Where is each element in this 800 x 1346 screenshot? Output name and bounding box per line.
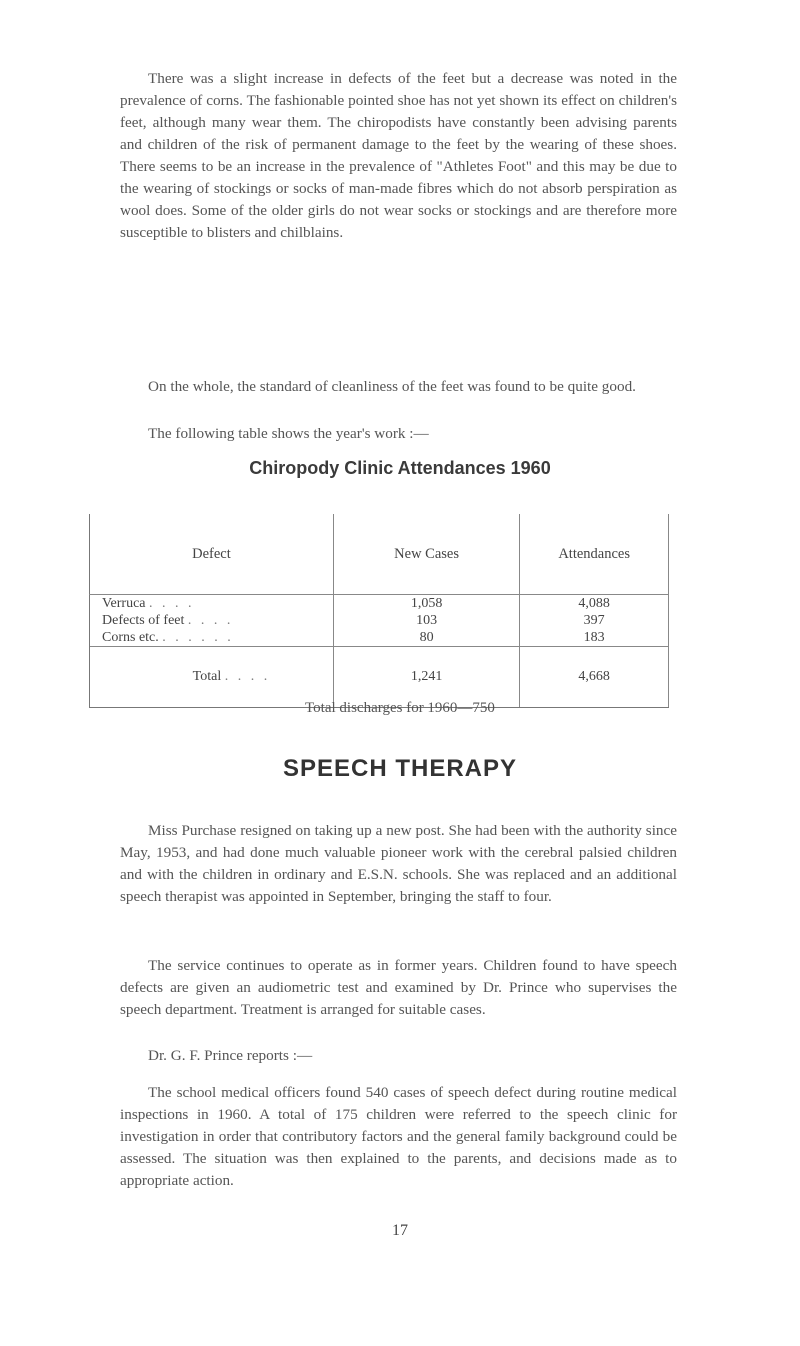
table-total-row — [90, 647, 669, 708]
header-attendances: Attendances — [520, 514, 669, 595]
report-paragraph: The school medical officers found 540 cases of speech defect during routine medical inspections in 1960. A total of 175 children were referred to the speech clinic for investigation in order that contributory factors and the general family background could be assessed. The situation was then explained to the parents, and decisions made as to appropriate action. — [120, 1084, 677, 1189]
chiropody-table — [89, 514, 669, 708]
table-row — [90, 595, 669, 613]
report-intro: Dr. G. F. Prince reports :— — [148, 1047, 313, 1064]
row-new-cases: 1,058 — [333, 595, 519, 613]
row-new-cases: 80 — [333, 629, 519, 647]
header-defect: Defect — [90, 514, 334, 595]
section-heading: SPEECH THERAPY — [282, 755, 518, 782]
total-attendances: 4,668 — [520, 647, 669, 708]
row-attendances: 4,088 — [520, 595, 669, 613]
speech-paragraph-1: Miss Purchase resigned on taking up a new post. She had been with the authority since May, 1953, and had done much valuable pioneer work with the cerebral palsied children and with the children in ordinary and E.S.N. schools. She was replaced and an additional speech therapist was appointed in September, bringing the staff to four. — [120, 822, 677, 905]
total-label: Total — [192, 669, 222, 684]
table-header-row — [90, 514, 669, 595]
leader-dots: . . . . . . — [162, 630, 234, 645]
leader-dots: . . . . — [149, 596, 195, 611]
speech-paragraph-2: The service continues to operate as in former years. Children found to have speech defects are given an audiometric test and examined by Dr. Prince who supervises the speech department. Treatment is arranged for suitable cases. — [120, 957, 677, 1018]
row-attendances: 397 — [520, 612, 669, 629]
leader-dots: . . . . — [187, 613, 234, 628]
row-defect: Corns etc. — [102, 630, 159, 645]
table-row — [90, 612, 669, 629]
cleanliness-paragraph: On the whole, the standard of cleanliness of the feet was found to be quite good. — [148, 378, 636, 395]
row-defect: Defects of feet — [102, 613, 185, 628]
table-intro: The following table shows the year's work :— — [148, 425, 429, 442]
table-title: Chiropody Clinic Attendances 1960 — [249, 458, 551, 478]
intro-paragraph: There was a slight increase in defects of the feet but a decrease was noted in the prevalence of corns. The fashionable pointed shoe has not yet shown its effect on children's feet, although many wear them. The chiropodists have constantly been advising parents and children of the risk of permanent damage to the feet by the wearing of these shoes. There seems to be an increase in the prevalence of "Athletes Foot" and this may be due to the wearing of stockings or socks of man-made fibres which do not absorb perspiration as wool does. Some of the older girls do not wear socks or stockings and are therefore more susceptible to blisters and chilblains. — [120, 70, 677, 241]
total-new-cases: 1,241 — [333, 647, 519, 708]
total-discharges: Total discharges for 1960—750 — [305, 700, 495, 716]
table-row — [90, 629, 669, 647]
page-number: 17 — [392, 1222, 408, 1239]
row-new-cases: 103 — [333, 612, 519, 629]
row-defect: Verruca — [102, 596, 146, 611]
row-attendances: 183 — [520, 629, 669, 647]
header-new-cases: New Cases — [333, 514, 519, 595]
leader-dots: . . . . — [224, 669, 271, 684]
